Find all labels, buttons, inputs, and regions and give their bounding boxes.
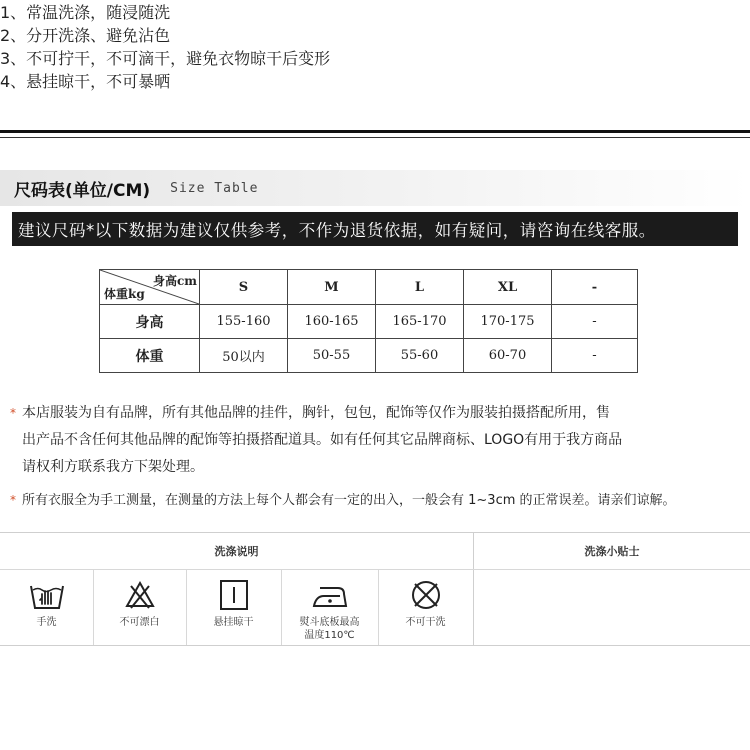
care-tips-list — [0, 0, 750, 92]
care-right-title: 洗涤小贴士 — [584, 545, 640, 558]
top-divider-thin — [0, 137, 750, 138]
no-bleach-icon — [123, 578, 157, 612]
hand-wash-icon — [27, 578, 67, 612]
note-line: 出产品不含任何其他品牌的配饰等拍摄搭配道具。如有任何其它品牌商标、LOGO有用于我方商品 — [22, 432, 623, 448]
size-table-title-bar — [0, 170, 750, 206]
no-dry-clean-icon — [409, 578, 443, 612]
note-star-icon: * — [10, 493, 16, 507]
care-item-no-bleach — [93, 570, 187, 645]
care-tip: 2、分开洗涤、避免沾色 — [0, 26, 171, 45]
size-header-xl: XL — [464, 270, 552, 305]
row-label-height: 身高 — [100, 305, 200, 339]
table-cell: 50以内 — [200, 339, 288, 373]
care-vertical-divider — [473, 533, 474, 645]
note-measurement — [10, 487, 740, 514]
care-label: 悬挂晾干 — [213, 617, 254, 628]
note-star-icon: * — [10, 406, 16, 420]
care-label — [300, 616, 360, 642]
care-label: 不可干洗 — [405, 617, 446, 628]
table-cell: 50-55 — [288, 339, 376, 373]
table-cell: 160-165 — [288, 305, 376, 339]
title-zh: 尺码表(单位/CM) — [14, 180, 151, 201]
top-divider-thick — [0, 130, 750, 133]
table-cell: 165-170 — [376, 305, 464, 339]
table-cell: 155-160 — [200, 305, 288, 339]
size-table — [99, 269, 638, 373]
table-row — [100, 339, 638, 373]
advice-text: 建议尺码*以下数据为建议仅供参考，不作为退货依据，如有疑问，请咨询在线客服。 — [18, 221, 656, 240]
corner-weight-label: 体重kg — [104, 287, 145, 301]
care-tip: 1、常温洗涤，随浸随洗 — [0, 3, 171, 22]
hang-dry-icon — [217, 578, 251, 612]
care-item-hang-dry — [186, 570, 282, 645]
title-en: Size Table — [170, 180, 259, 196]
table-cell: 60-70 — [464, 339, 552, 373]
table-cell: - — [552, 339, 638, 373]
care-label-line: 熨斗底板最高 — [299, 617, 360, 628]
table-header-row — [100, 270, 638, 305]
advice-banner — [12, 212, 738, 246]
table-cell: - — [552, 305, 638, 339]
care-item-no-dry-clean — [378, 570, 473, 645]
size-header-extra: - — [552, 270, 638, 305]
care-item-iron — [281, 570, 379, 645]
note-brand — [10, 400, 740, 481]
care-item-hand-wash — [0, 570, 94, 645]
care-tip: 3、不可拧干，不可滴干，避免衣物晾干后变形 — [0, 49, 331, 68]
care-label: 手洗 — [36, 617, 57, 628]
note-line: 本店服装为自有品牌，所有其他品牌的挂件，胸针，包包，配饰等仅作为服装拍摄搭配所用，售 — [22, 405, 610, 421]
table-row — [100, 305, 638, 339]
table-corner-cell — [100, 270, 200, 305]
corner-height-label: 身高cm — [152, 274, 197, 288]
note-line: 所有衣服全为手工测量，在测量的方法上每个人都会有一定的出入，一般会有 1~3cm 的正常误差。请亲们谅解。 — [22, 493, 676, 508]
care-tip: 4、悬挂晾干，不可暴晒 — [0, 72, 171, 91]
care-instructions — [0, 532, 750, 646]
size-header-m: M — [288, 270, 376, 305]
table-cell: 55-60 — [376, 339, 464, 373]
care-left-title: 洗涤说明 — [214, 545, 259, 558]
note-line: 请权利方联系我方下架处理。 — [22, 459, 204, 475]
size-header-s: S — [200, 270, 288, 305]
iron-icon — [310, 578, 350, 612]
table-cell: 170-175 — [464, 305, 552, 339]
row-label-weight: 体重 — [100, 339, 200, 373]
notes-section — [10, 400, 740, 514]
care-label-line: 温度110℃ — [304, 630, 355, 641]
care-label: 不可漂白 — [119, 617, 160, 628]
size-header-l: L — [376, 270, 464, 305]
